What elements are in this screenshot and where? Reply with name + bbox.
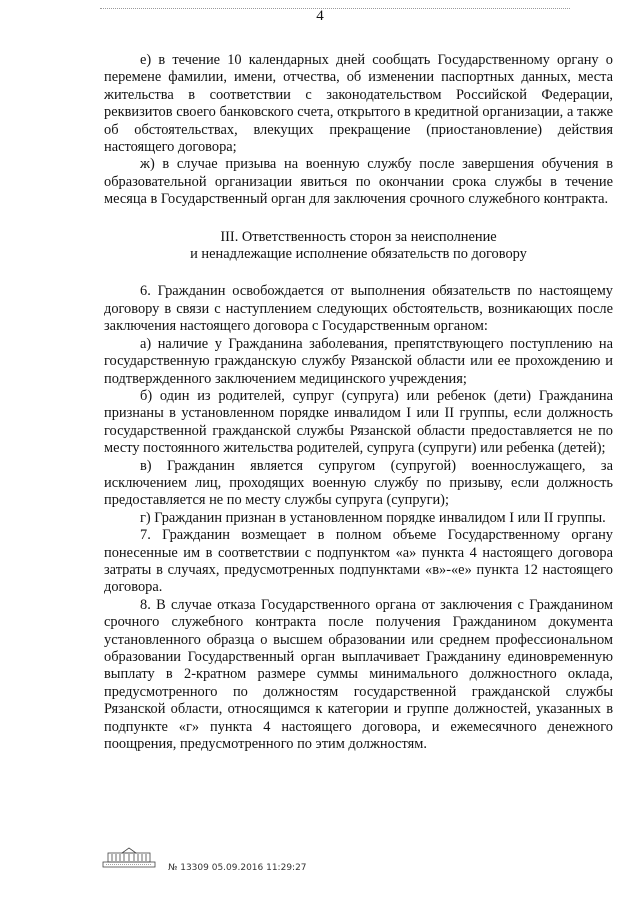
registration-number: № 13309 05.09.2016 11:29:27 [168, 863, 307, 873]
document-body [104, 52, 613, 753]
paragraph-6g: г) Гражданин признан в установленном порядке инвалидом I или II группы. [140, 509, 606, 526]
section-title-line-2: и ненадлежащие исполнение обязательств по договору [190, 246, 527, 263]
paragraph-8: 8. В случае отказа Государственного органа от заключения с Гражданином срочного служебного контракта после получения Гражданином документа установленного образца о высшем образовании или среднем профессиональном образовании Государственный орган выплачивает Гражданину единовременную выплату в 2-кратном размере суммы минимального должностного оклада, предусмотренного по должностям государственной гражданской службы Рязанской области, относящимся к категории и группе должностей, указанных в подпункте «г» пункта 4 настоящего договора, и ежемесячного денежного поощрения, предусмотренного по этим должностям. [104, 596, 613, 753]
section-title [104, 229, 613, 264]
page-number: 4 [316, 8, 324, 24]
paragraph-6a: а) наличие у Гражданина заболевания, препятствующего поступлению на государственную гражданскую службу Рязанской области или ее прохождению и подтвержденного заключением медицинского учреждения; [104, 335, 613, 387]
paragraph-7: 7. Гражданин возмещает в полном объеме Государственному органу понесенные им в соответствии с подпунктом «а» пункта 4 настоящего договора затраты в случаях, предусмотренных подпунктами «в»-«е» пункта 12 настоящего договора. [104, 527, 613, 596]
paragraph-zh: ж) в случае призыва на военную службу после завершения обучения в образовательной организации явиться по окончании срока службы в течение месяца в Государственный орган для заключения срочного служебного контракта. [104, 156, 613, 208]
paragraph-6b: б) один из родителей, супруг (супруга) или ребенок (дети) Гражданина признаны в установленном порядке инвалидом I или II группы, если должность государственной гражданской службы Рязанской области предоставляется не по месту постоянного жительства родителей, супруга (супруги) или ребенка (детей); [104, 387, 613, 457]
paragraph-6v: в) Гражданин является супругом (супругой) военнослужащего, за исключением лиц, проходящих военную службу по призыву, если должность предоставляется не по месту службы супруга (супруги); [104, 457, 613, 509]
paragraph-6: 6. Гражданин освобождается от выполнения обязательств по настоящему договору в связи с наступлением следующих обстоятельств, возникающих после заключения настоящего договора с Государственным органом: [104, 283, 613, 335]
section-title-line-1: III. Ответственность сторон за неисполнение [220, 228, 497, 245]
building-stamp-icon [102, 846, 156, 868]
paragraph-e: е) в течение 10 календарных дней сообщать Государственному органу о перемене фамилии, имени, отчества, об изменении паспортных данных, места жительства в соответствии с законодательством Российской Федерации, реквизитов своего банковского счета, открытого в кредитной организации, а также об обстоятельствах, влекущих прекращение (приостановление) действия настоящего договора; [104, 52, 613, 156]
